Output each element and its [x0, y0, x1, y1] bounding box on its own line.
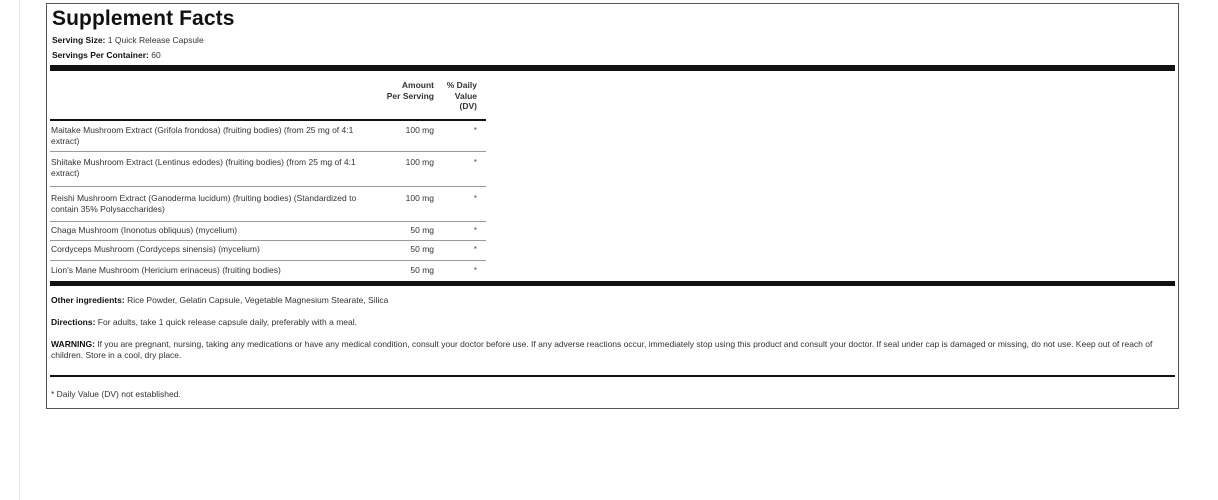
ingredient-name: Maitake Mushroom Extract (Grifola frondosa) (fruiting bodies) (from 25 mg of 4:1 extract) [51, 125, 354, 146]
ingredient-name: Chaga Mushroom (Inonotus obliquus) (mycelium) [51, 225, 238, 235]
servings-per-container-label: Servings Per Container: [52, 50, 149, 60]
serving-size [52, 35, 204, 46]
ingredient-amount: 100 mg [405, 193, 434, 203]
ingredient-amount: 100 mg [405, 125, 434, 135]
directions-text: For adults, take 1 quick release capsule daily, preferably with a meal. [97, 317, 358, 327]
serving-size-value: 1 Quick Release Capsule [107, 35, 204, 45]
directions-label: Directions: [51, 317, 96, 327]
ingredient-name: Reishi Mushroom Extract (Ganoderma lucidum) (fruiting bodies) (Standardized to contain 35% Polysaccharides) [51, 193, 357, 214]
panel-title: Supplement Facts [52, 7, 235, 30]
ingredient-dv: * [473, 244, 477, 254]
row-divider [50, 240, 486, 241]
supplement-facts-panel [46, 3, 1179, 409]
row-divider [50, 221, 486, 222]
ingredient-name: Lion's Mane Mushroom (Hericium erinaceus) (fruiting bodies) [51, 265, 281, 275]
ingredient-amount: 50 mg [410, 225, 434, 235]
daily-value-header [439, 80, 477, 112]
warning [51, 339, 1171, 360]
warning-label: WARNING: [51, 339, 95, 349]
dv-header-line1: % Daily [446, 80, 477, 90]
header-divider [50, 119, 486, 121]
footnote-divider [50, 375, 1175, 377]
amount-header-line2: Per Serving [386, 90, 434, 101]
ingredient-dv: * [473, 193, 477, 203]
ingredient-name: Shiitake Mushroom Extract (Lentinus edodes) (fruiting bodies) (from 25 mg of 4:1 extract) [51, 157, 356, 178]
ingredient-dv: * [473, 125, 477, 135]
ingredient-name: Cordyceps Mushroom (Cordyceps sinensis) (mycelium) [51, 244, 260, 254]
row-divider [50, 151, 486, 152]
other-ingredients-text: Rice Powder, Gelatin Capsule, Vegetable Magnesium Stearate, Silica [127, 295, 389, 305]
top-thick-divider [50, 65, 1175, 71]
dv-header-line2: Value [454, 90, 477, 101]
row-divider [50, 260, 486, 261]
servings-per-container [52, 50, 161, 61]
other-ingredients-label: Other ingredients: [51, 295, 125, 305]
ingredient-dv: * [473, 225, 477, 235]
servings-per-container-value: 60 [151, 50, 161, 60]
ingredient-dv: * [473, 157, 477, 167]
ingredient-amount: 50 mg [410, 265, 434, 275]
other-ingredients [51, 295, 1171, 306]
warning-text: If you are pregnant, nursing, taking any medications or have any medical condition, consult your doctor before use. If any adverse reactions occur, immediately stop using this product and consult your doctor. If seal under cap is damaged or missing, do not use. Keep out of reach of children. Store in a cool, dry place. [51, 339, 1153, 360]
page-left-divider [19, 0, 20, 500]
ingredient-dv: * [473, 265, 477, 275]
amount-header-line1: Amount [401, 80, 434, 90]
ingredient-amount: 100 mg [405, 157, 434, 167]
footnote: * Daily Value (DV) not established. [51, 389, 181, 399]
bottom-thick-divider [50, 281, 1175, 286]
serving-size-label: Serving Size: [52, 35, 106, 45]
row-divider [50, 186, 486, 187]
amount-per-serving-header [367, 80, 434, 101]
ingredient-amount: 50 mg [410, 244, 434, 254]
dv-header-line3: (DV) [459, 101, 477, 111]
directions [51, 317, 1171, 328]
